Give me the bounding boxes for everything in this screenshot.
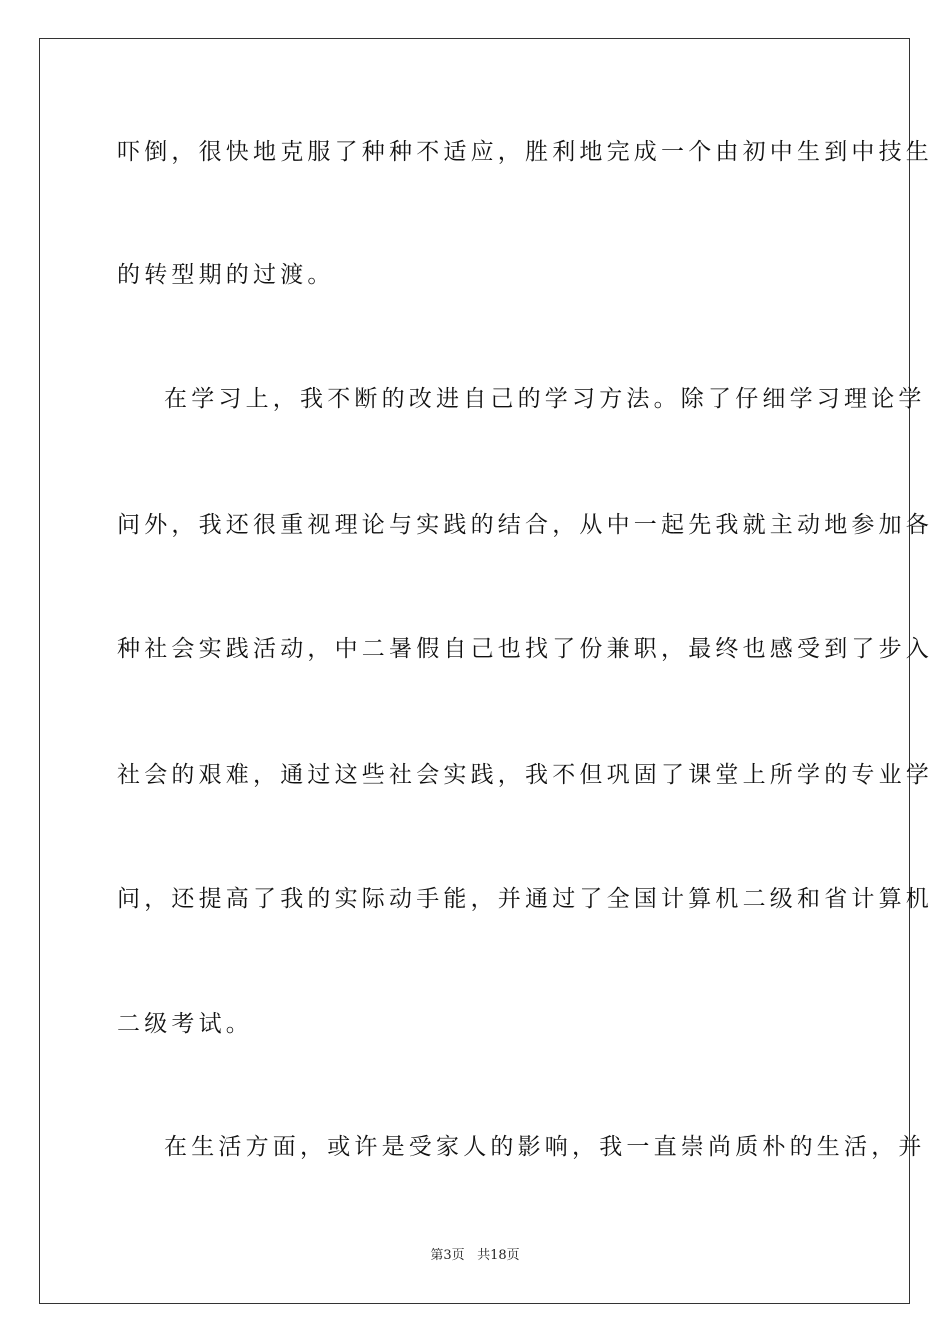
page-number: 第3页	[430, 1248, 465, 1263]
text-line-7: 问，还提高了我的实际动手能，并通过了全国计算机二级和省计算机	[117, 886, 933, 912]
text-line-8: 二级考试。	[117, 1011, 253, 1037]
paragraph-start-life: 在生活方面，或许是受家人的影响，我一直崇尚质朴的生活，并	[164, 1134, 926, 1160]
total-pages: 共18页	[477, 1248, 520, 1263]
page-footer	[0, 1247, 950, 1265]
text-line-2: 的转型期的过渡。	[117, 262, 335, 288]
paragraph-start-study: 在学习上，我不断的改进自己的学习方法。除了仔细学习理论学	[164, 386, 926, 412]
text-line-4: 问外，我还很重视理论与实践的结合，从中一起先我就主动地参加各	[117, 512, 933, 538]
text-line-1: 吓倒，很快地克服了种种不适应，胜利地完成一个由初中生到中技生	[117, 139, 933, 165]
page-border	[39, 38, 933, 1304]
text-line-6: 社会的艰难，通过这些社会实践，我不但巩固了课堂上所学的专业学	[117, 762, 933, 788]
text-line-5: 种社会实践活动，中二暑假自己也找了份兼职，最终也感受到了步入	[117, 636, 933, 662]
